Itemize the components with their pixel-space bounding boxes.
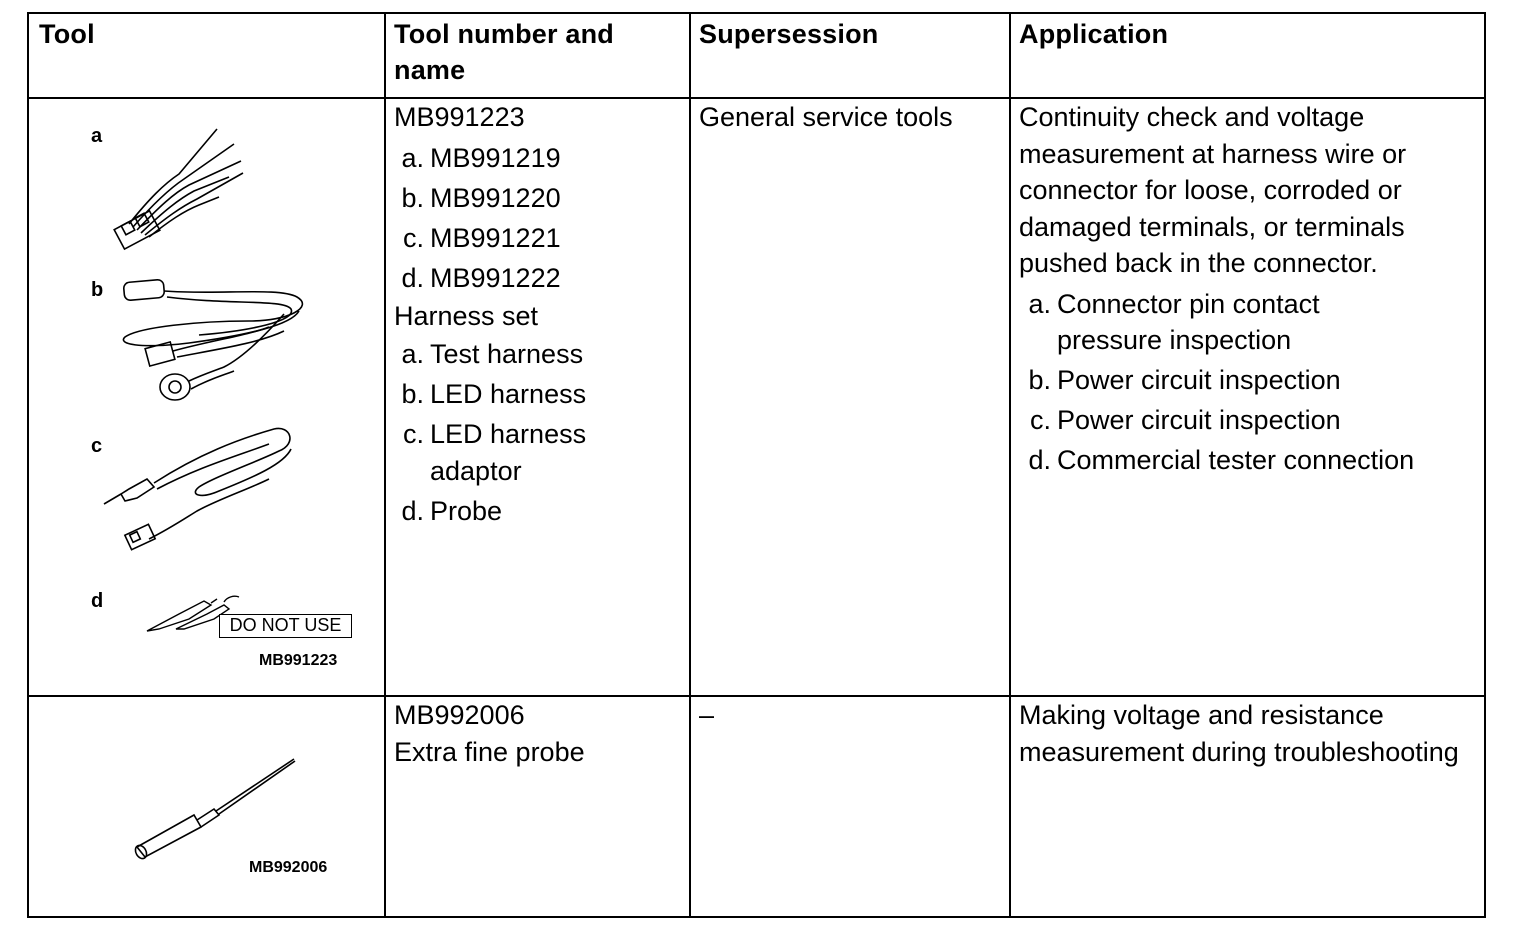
tool-illustration-harness-set (29, 99, 384, 695)
application-cell (1019, 99, 1481, 482)
list-item: d. MB991222 (401, 262, 561, 293)
tool-illustration-extra-fine-probe (29, 697, 384, 918)
tool-number: MB992006 (394, 700, 525, 730)
part-list (394, 138, 684, 298)
tool-number-cell (394, 697, 684, 770)
do-not-use-label: DO NOT USE (219, 614, 352, 638)
supersession-cell: General service tools (699, 102, 953, 132)
illustration-caption: MB991223 (259, 652, 338, 669)
column-divider (1009, 14, 1011, 916)
part-label-a: a (91, 125, 103, 147)
extra-fine-probe-drawing (29, 697, 384, 918)
list-item: b. Power circuit inspection (1028, 364, 1341, 395)
column-divider (384, 14, 386, 916)
test-harness-drawing (29, 99, 384, 695)
header-supersession: Supersession (699, 19, 879, 49)
list-item: c. MB991221 (402, 222, 561, 253)
application-text: Continuity check and voltage measurement at harness wire or connector for loose, corroded or damaged terminals, or terminals pushed back in the connector. (1019, 102, 1407, 278)
list-item: a. Test harness (401, 339, 584, 369)
part-label-d: d (91, 590, 104, 612)
set-name: Harness set (394, 300, 539, 331)
list-item: d. Probe (401, 496, 503, 526)
part-label-b: b (91, 279, 104, 301)
tool-name: Extra fine probe (394, 736, 585, 767)
header-tool: Tool (39, 19, 95, 49)
list-item: b. LED harness (401, 379, 587, 409)
illustration-caption: MB992006 (249, 859, 328, 876)
list-item: b. MB991220 (401, 182, 561, 213)
header-application: Application (1019, 19, 1169, 49)
tool-number-cell (394, 99, 684, 531)
column-divider (689, 14, 691, 916)
application-cell: Making voltage and resistance measurement during troubleshooting (1019, 700, 1459, 767)
list-item: c. Power circuit inspection (1029, 404, 1341, 435)
special-tools-table (27, 12, 1486, 918)
part-label-c: c (91, 435, 103, 457)
list-item: c. LED harness adaptor (402, 419, 587, 486)
list-item: a. MB991219 (401, 142, 561, 173)
supersession-cell: – (699, 700, 715, 730)
list-item: a. Connector pin contact pressure inspection (1028, 288, 1320, 355)
list-item: d. Commercial tester connection (1028, 444, 1415, 475)
set-part-list (394, 334, 684, 531)
tool-number: MB991223 (394, 102, 525, 132)
header-tool-number: Tool number and name (394, 19, 614, 85)
